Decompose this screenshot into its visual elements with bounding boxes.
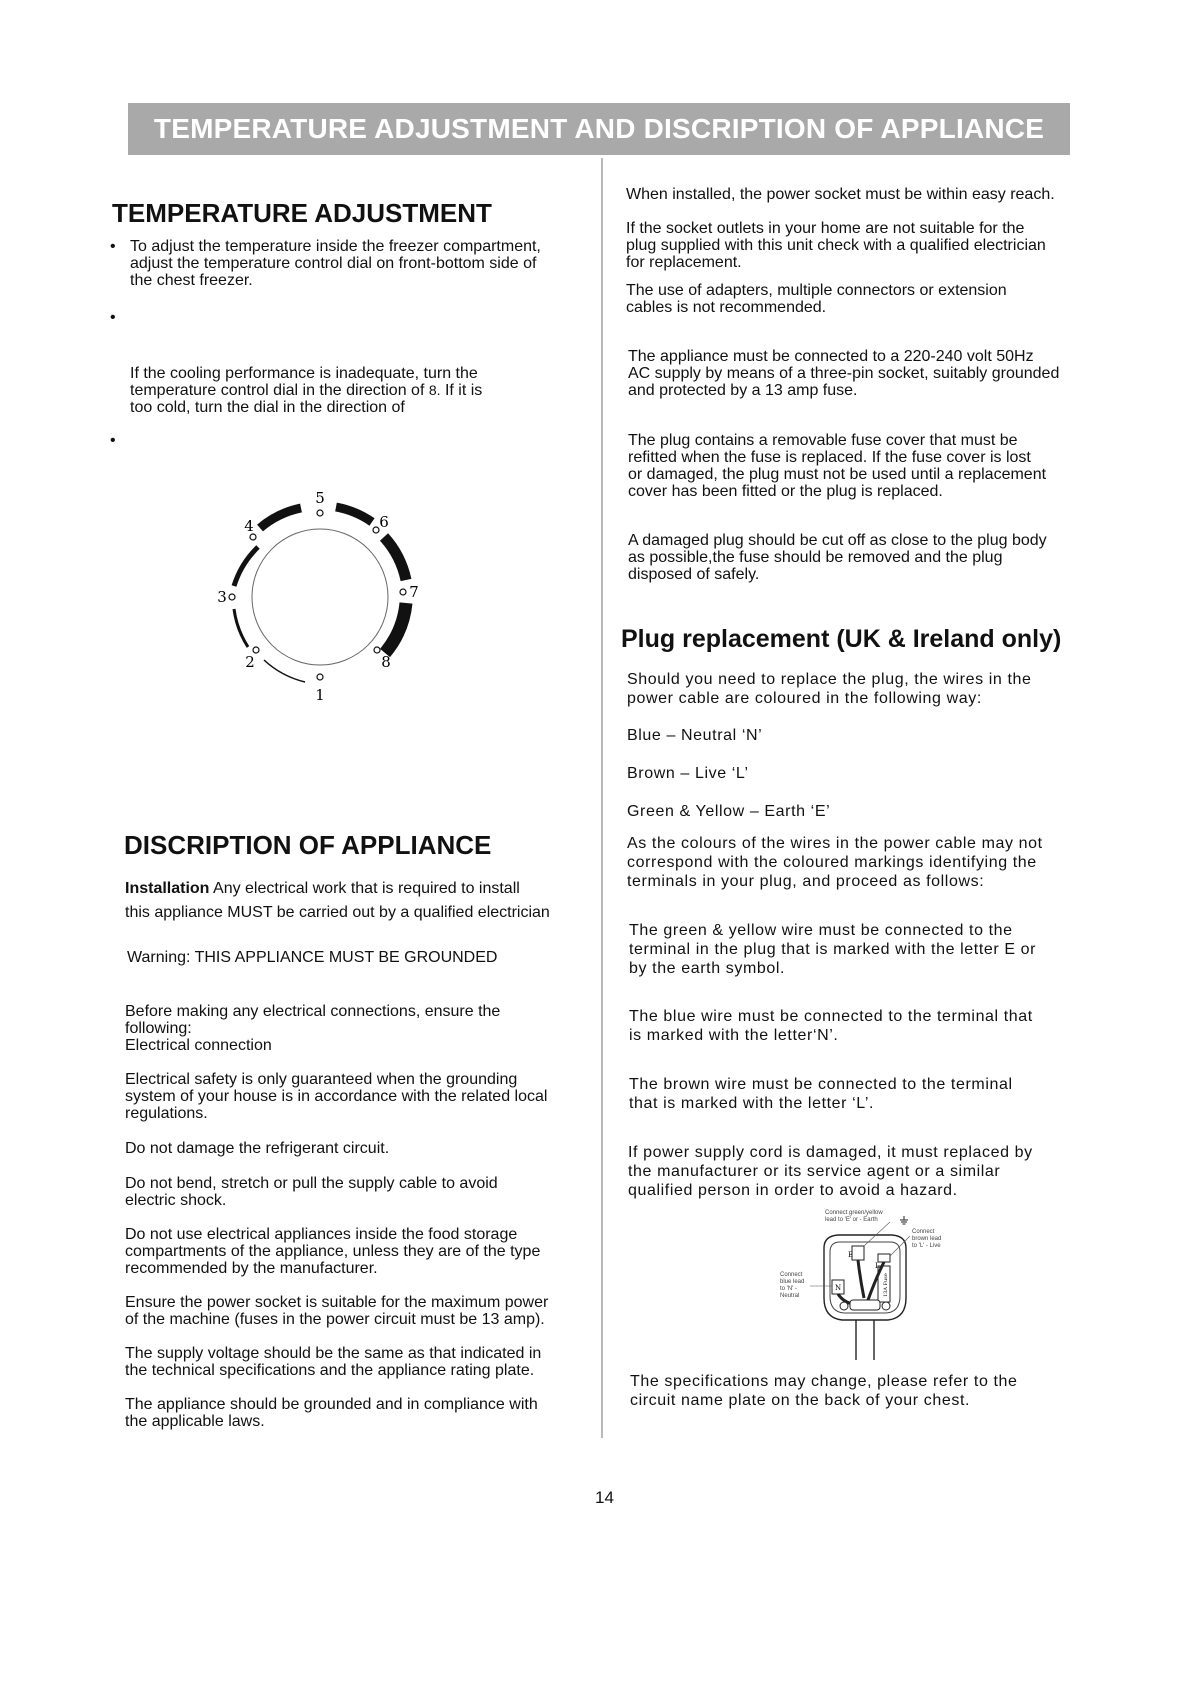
cooling-text-part1: If the cooling performance is inadequate, turn the temperature control dial in the direction of — [130, 365, 478, 399]
live-label-line2: brown lead — [912, 1236, 942, 1242]
live-label-line3: to 'L' - Live — [912, 1243, 941, 1249]
live-connect-label — [912, 1229, 943, 1249]
blue-neutral-text: Blue – Neutral ‘N’ — [627, 727, 763, 744]
brown-live-text: Brown – Live ‘L’ — [627, 765, 749, 782]
temperature-instructions: To adjust the temperature inside the freezer compartment, adjust the temperature control dial on front-bottom side of the chest freezer. — [130, 238, 541, 289]
earth-terminal-letter: E — [848, 1251, 854, 1259]
grounded-laws-text: The appliance should be grounded and in compliance with the applicable laws. — [125, 1396, 538, 1430]
power-cord-text: If power supply cord is damaged, it must replaced by the manufacturer or its service agent or a similar qualified person in order to avoid a hazard. — [628, 1144, 1033, 1199]
before-connection-text: Before making any electrical connections, ensure the following: Electrical connection — [125, 1003, 501, 1054]
installation-text — [125, 880, 520, 897]
supply-cable-text: Do not bend, stretch or pull the supply cable to avoid electric shock. — [125, 1175, 498, 1209]
bullet-icon: • — [110, 309, 116, 326]
earth-label-line1: Connect green/yellow — [825, 1210, 883, 1216]
neutral-connect-label — [780, 1272, 806, 1299]
dial-tick-3 — [229, 594, 235, 600]
dial-label-1: 1 — [315, 686, 325, 704]
page-number: 14 — [595, 1488, 614, 1507]
cooling-performance-text — [130, 365, 482, 416]
live-label-line1: Connect — [912, 1229, 935, 1235]
earth-label-line2: lead to 'E' or - Earth — [825, 1217, 878, 1223]
green-yellow-rule: The green & yellow wire must be connected to the terminal in the plug that is marked with the letter E or by the earth symbol. — [629, 922, 1037, 977]
power-socket-text: Ensure the power socket is suitable for the maximum power of the machine (fuses in the power circuit must be 13 amp). — [125, 1294, 549, 1328]
temperature-dial — [205, 485, 435, 705]
electrical-appliances-text: Do not use electrical appliances inside the food storage compartments of the appliance, unless they are of the type recommended by the manufacturer. — [125, 1226, 541, 1277]
neutral-label-line2: blue lead — [780, 1279, 805, 1285]
neutral-label-line1: Connect — [780, 1272, 803, 1278]
earth-terminal — [852, 1246, 864, 1260]
dial-label-6: 6 — [379, 513, 389, 531]
dial-arc-1-2 — [264, 660, 305, 682]
cooling-dial-number: 8. — [428, 382, 441, 398]
dial-arc-5-6 — [336, 507, 372, 522]
clamp-screw-right — [882, 1302, 890, 1310]
blue-wire-rule: The blue wire must be connected to the terminal that is marked with the letter‘N’. — [629, 1008, 1033, 1044]
dial-tick-1 — [317, 674, 323, 680]
dial-tick-8 — [374, 647, 380, 653]
dial-tick-5 — [317, 510, 323, 516]
dial-arc-7-8 — [385, 603, 406, 653]
socket-reach-text: When installed, the power socket must be within easy reach. — [626, 186, 1055, 203]
dial-label-7: 7 — [409, 583, 419, 601]
page-banner: TEMPERATURE ADJUSTMENT AND DISCRIPTION OF APPLIANCE — [128, 103, 1070, 155]
cable-clamp — [850, 1300, 880, 1310]
refrigerant-text: Do not damage the refrigerant circuit. — [125, 1140, 390, 1157]
dial-label-8: 8 — [381, 653, 391, 671]
uk-plug-diagram — [780, 1208, 950, 1360]
column-divider — [601, 158, 603, 1438]
dial-arc-6-7 — [384, 537, 406, 580]
clamp-screw-left — [840, 1302, 848, 1310]
dial-label-4: 4 — [244, 517, 254, 535]
supply-voltage-text: The supply voltage should be the same as that indicated in the technical specifications and the appliance rating plate. — [125, 1345, 542, 1379]
dial-tick-6 — [373, 527, 379, 533]
neutral-label-line4: Neutral — [780, 1293, 800, 1299]
wire-colours-text: As the colours of the wires in the power cable may not correspond with the coloured markings identifying the terminals in your plug, and proceed as follows: — [627, 835, 1043, 890]
installation-label: Installation — [125, 880, 210, 897]
fuse-cover-text: The plug contains a removable fuse cover that must be refitted when the fuse is replaced. If the fuse cover is lost or damaged, the plug must not be used until a replacement cover has been fitted or the plug is replaced. — [628, 432, 1047, 500]
wires-intro-text: Should you need to replace the plug, the wires in the power cable are coloured in the following way: — [627, 671, 1032, 707]
earth-connect-label — [825, 1210, 884, 1223]
specifications-text: The specifications may change, please refer to the circuit name plate on the back of your chest. — [630, 1373, 1018, 1409]
cooling-text-part2: If it is too cold, turn the dial in the direction of — [130, 382, 483, 416]
installation-text-part1: Any electrical work that is required to install — [209, 880, 520, 897]
live-terminal-letter: L — [875, 1262, 880, 1270]
neutral-terminal-letter: N — [835, 1284, 842, 1292]
neutral-label-line3: to 'N' - — [780, 1286, 797, 1292]
bullet-icon: • — [110, 238, 116, 255]
dial-label-5: 5 — [315, 489, 325, 507]
fuse-label: 13A Fuse — [883, 1273, 889, 1297]
bullet-icon: • — [110, 432, 116, 449]
grounding-warning: Warning: THIS APPLIANCE MUST BE GROUNDED — [127, 949, 498, 966]
live-terminal — [878, 1254, 890, 1262]
installation-line2: this appliance MUST be carried out by a qualified electrician — [125, 904, 550, 921]
dial-label-2: 2 — [245, 653, 255, 671]
adapters-text: The use of adapters, multiple connectors or extension cables is not recommended. — [626, 282, 1007, 316]
ac-supply-text: The appliance must be connected to a 220-240 volt 50Hz AC supply by means of a three-pin socket, suitably grounded and protected by a 13 amp fuse. — [628, 348, 1060, 399]
brown-wire-rule: The brown wire must be connected to the terminal that is marked with the letter ‘L’. — [629, 1076, 1013, 1112]
description-heading: DISCRIPTION OF APPLIANCE — [124, 830, 492, 860]
damaged-plug-text: A damaged plug should be cut off as close to the plug body as possible,the fuse should be removed and the plug disposed of safely. — [628, 532, 1047, 583]
dial-arc-2-3 — [234, 609, 248, 647]
dial-arc-4-5 — [260, 508, 301, 528]
dial-tick-7 — [400, 589, 406, 595]
green-earth-text: Green & Yellow – Earth ‘E’ — [627, 803, 831, 820]
plug-replacement-heading: Plug replacement (UK & Ireland only) — [621, 625, 1062, 653]
temperature-heading: TEMPERATURE ADJUSTMENT — [112, 198, 492, 228]
electrical-safety-text: Electrical safety is only guaranteed when the grounding system of your house is in accordance with the related local regulations. — [125, 1071, 548, 1122]
dial-label-3: 3 — [217, 588, 227, 606]
dial-face — [252, 529, 388, 665]
socket-outlets-text: If the socket outlets in your home are not suitable for the plug supplied with this unit check with a qualified electrician for replacement. — [626, 220, 1046, 271]
